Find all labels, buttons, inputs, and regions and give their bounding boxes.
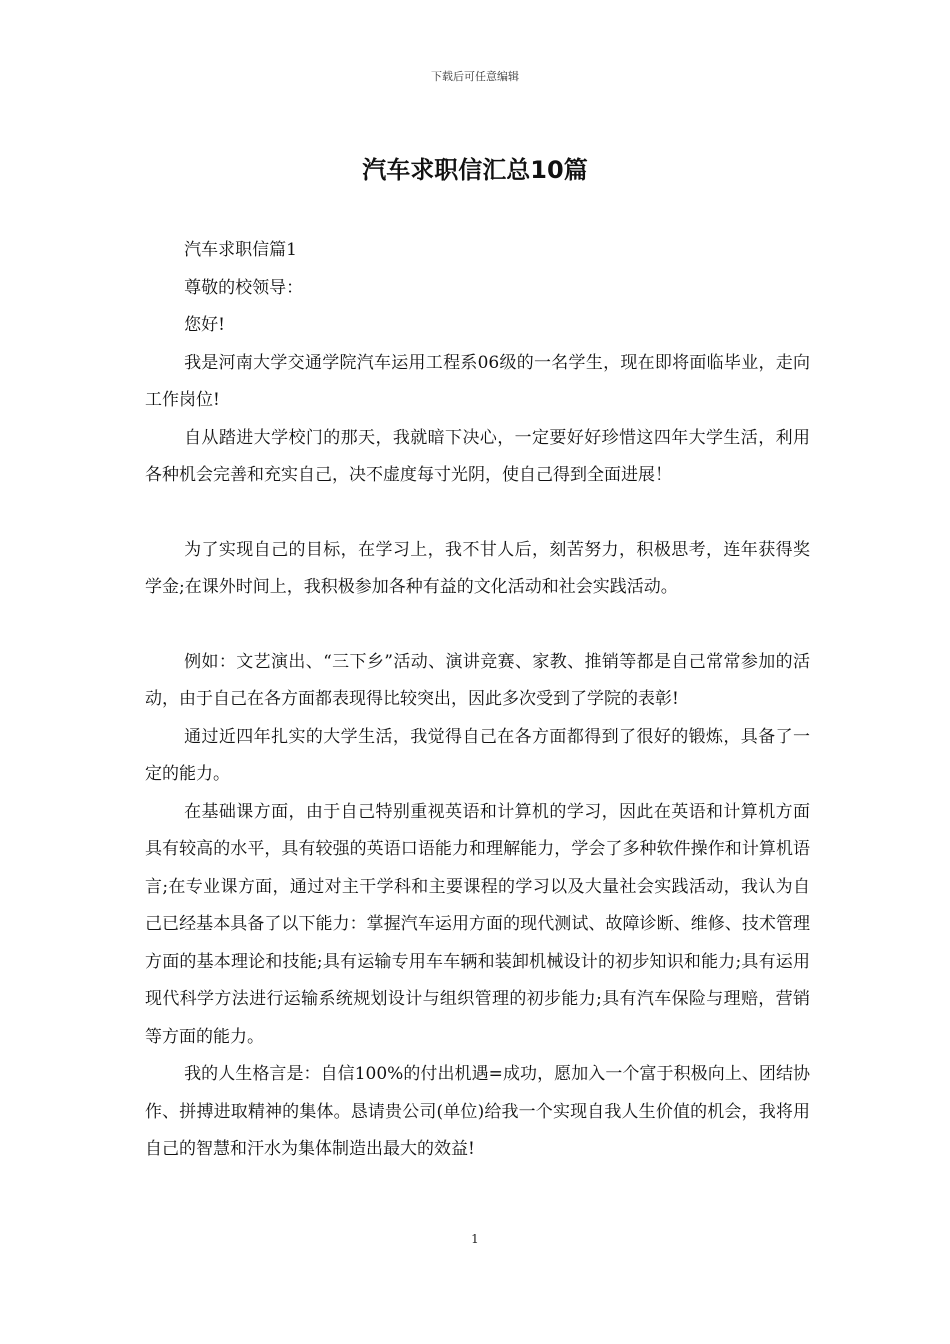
body-paragraph: 通过近四年扎实的大学生活，我觉得自己在各方面都得到了很好的锻炼，具备了一定的能力。 bbox=[145, 726, 810, 784]
body-paragraph: 在基础课方面，由于自己特别重视英语和计算机的学习，因此在英语和计算机方面具有较高的水平，具有较强的英语口语能力和理解能力，学会了多种软件操作和计算机语言;在专业课方面，通过对主干学科和主要课程的学习以及大量社会实践活动，我认为自己已经基本具备了以下能力：掌握汽车运用方面的现代测试、故障诊断、维修、技术管理方面的基本理论和技能;具有运输专用车车辆和装卸机械设计的初步知识和能力;具有运用现代科学方法进行运输系统规划设计与组织管理的初步能力;具有汽车保险与理赔，营销等方面的能力。 bbox=[145, 801, 810, 1047]
body-paragraph: 我是河南大学交通学院汽车运用工程系06级的一名学生，现在即将面临毕业，走向工作岗位! bbox=[145, 352, 810, 410]
body-paragraph: 我的人生格言是：自信100%的付出机遇=成功，愿加入一个富于积极向上、团结协作、拼搏进取精神的集体。恳请贵公司(单位)给我一个实现自我人生价值的机会，我将用自己的智慧和汗水为集体制造出最大的效益! bbox=[145, 1064, 810, 1159]
header-note: 下载后可任意编辑 bbox=[431, 70, 519, 83]
body-paragraph: 为了实现自己的目标，在学习上，我不甘人后，刻苦努力，积极思考，连年获得奖学金;在课外时间上，我积极参加各种有益的文化活动和社会实践活动。 bbox=[145, 539, 810, 597]
body-paragraph: 自从踏进大学校门的那天，我就暗下决心，一定要好好珍惜这四年大学生活，利用各种机会完善和充实自己，决不虚度每寸光阴，使自己得到全面进展！ bbox=[145, 427, 810, 485]
document-title: 汽车求职信汇总10篇 bbox=[362, 156, 588, 184]
body-paragraph: 例如：文艺演出、“三下乡”活动、演讲竞赛、家教、推销等都是自己常常参加的活动，由于自己在各方面都表现得比较突出，因此多次受到了学院的表彰! bbox=[145, 651, 810, 709]
section-heading: 汽车求职信篇1 bbox=[184, 240, 297, 260]
greeting: 您好! bbox=[184, 315, 225, 335]
salutation: 尊敬的校领导： bbox=[184, 277, 304, 298]
document-body bbox=[145, 232, 810, 1169]
page-number: 1 bbox=[471, 1232, 479, 1246]
